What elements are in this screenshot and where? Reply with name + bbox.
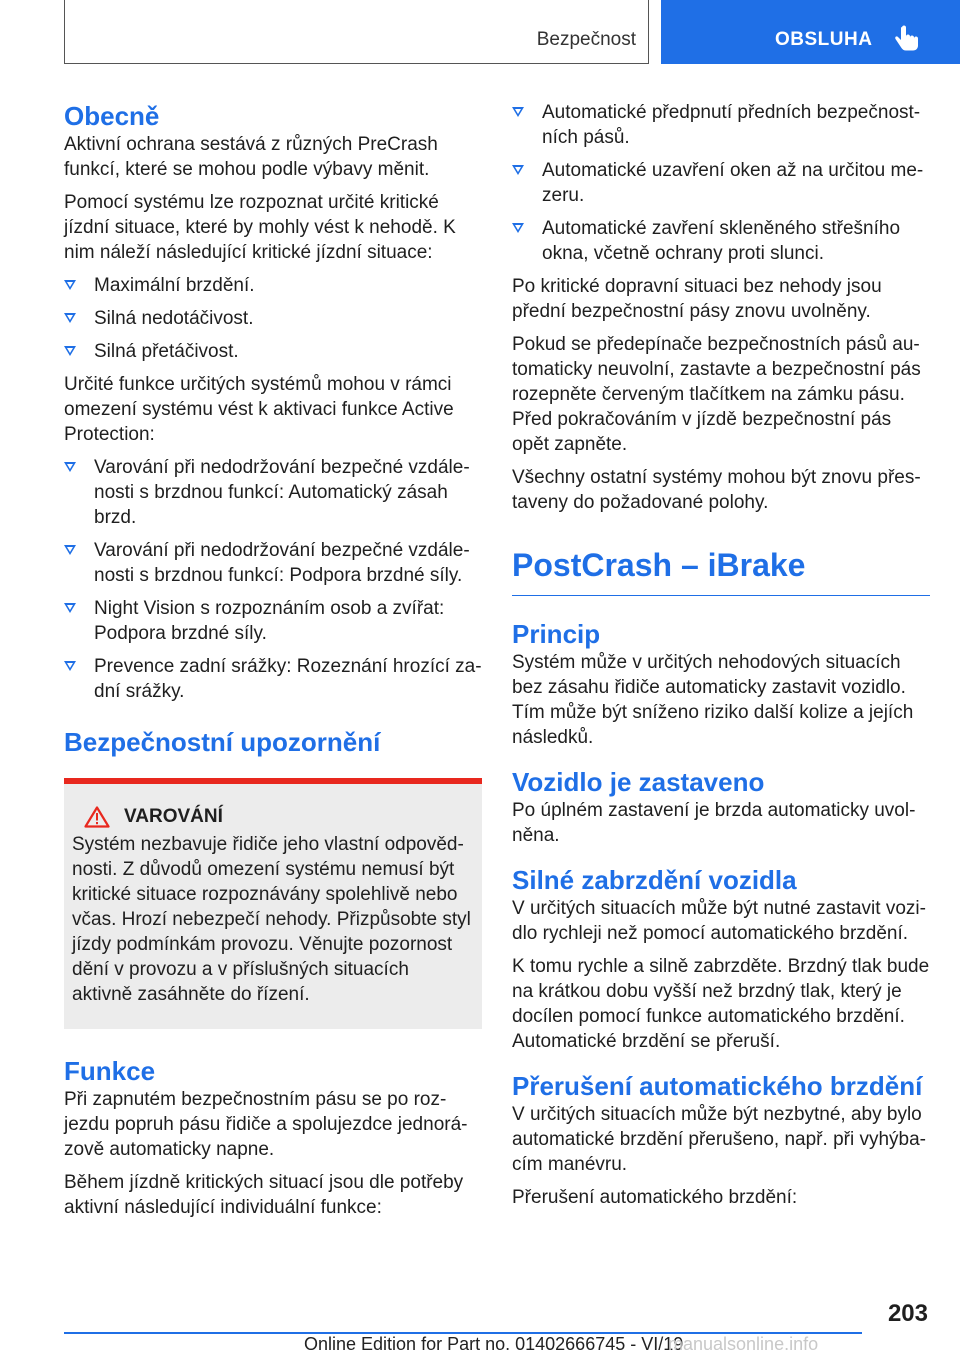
warning-title-row (72, 806, 474, 828)
triangle-bullet-icon (512, 107, 524, 117)
paragraph: Po kritické dopravní situaci bez nehody jsou přední bezpečnostní pásy znovu uvolněny. (512, 276, 882, 322)
triangle-bullet-icon (512, 223, 524, 233)
heading-obecne: Obecně (64, 101, 160, 131)
paragraph: K tomu rychle a silně zabrzděte. Brzdný tlak bude na krátkou dobu vyšší než brzdný tlak, který je docílen pomocí funkce automatického brzdění. Automatické brzdění se přeruší. (512, 956, 930, 1052)
hand-pointer-icon (895, 25, 921, 53)
paragraph: Pomocí systému lze rozpoznat určité kritické jízdní situace, které by mohly vést k nehodě. K nim náleží následující kritické jízdní situace: (64, 192, 456, 263)
heading-interrupt-braking: Přerušení automatického brzdění (512, 1071, 923, 1101)
list-item: Silná nedotáčivost. (64, 306, 482, 331)
watermark-text: manualsonline.info (668, 1334, 819, 1354)
page-number: 203 (887, 1300, 928, 1327)
heading-funkce: Funkce (64, 1056, 156, 1086)
list-item: Night Vision s rozpoznáním osob a zvířat: Podpora brzdné síly. (64, 596, 482, 646)
heading-princip: Princip (512, 619, 601, 649)
paragraph: Během jízdně kritických situací jsou dle potřeby aktivní následující individuální funkce: (64, 1172, 464, 1218)
paragraph: Všechny ostatní systémy mohou být znovu přes-taveny do požadované polohy. (512, 467, 921, 513)
paragraph: Aktivní ochrana sestává z různých PreCrash funkcí, které se mohou podle výbavy měnit. (64, 134, 438, 180)
paragraph: V určitých situacích může být nezbytné, aby bylo automatické brzdění přerušeno, např. při vyhýba-cím manévru. (512, 1104, 926, 1175)
triangle-bullet-icon (64, 462, 76, 472)
section-title: Bezpečnost (536, 29, 636, 50)
triangle-bullet-icon (64, 545, 76, 555)
paragraph: Systém může v určitých nehodových situacích bez zásahu řidiče automaticky zastavit vozidlo. Tím může být sníženo riziko další kolize a jejích následků. (512, 652, 914, 748)
paragraph: Při zapnutém bezpečnostním pásu se po roz-jezdu popruh pásu řidiče a spolujezdce jednorá-zově automaticky napne. (64, 1089, 468, 1160)
triangle-bullet-icon (64, 346, 76, 356)
list-item: Varování při nedodržování bezpečné vzdále-nosti s brzdnou funkcí: Automatický zásah brzd. (64, 455, 482, 530)
list-item: Varování při nedodržování bezpečné vzdále-nosti s brzdnou funkcí: Podpora brzdné síly. (64, 538, 482, 588)
header-section-box (64, 0, 649, 64)
heading-postcrash-ibrake: PostCrash – iBrake (512, 545, 930, 596)
right-column (512, 100, 930, 1218)
triangle-bullet-icon (64, 313, 76, 323)
triangle-bullet-icon (64, 280, 76, 290)
paragraph: Přerušení automatického brzdění: (512, 1187, 798, 1208)
heading-hard-braking: Silné zabrzdění vozidla (512, 865, 797, 895)
warning-triangle-icon (84, 806, 110, 828)
paragraph: Pokud se předepínače bezpečnostních pásů au-tomaticky neuvolní, zastavte a bezpečnostní pás rozepněte červeným tlačítkem na zámku pásu. Před pokračováním v jízdě bezpečnostní pás opět zapněte. (512, 334, 921, 455)
bullet-list (512, 100, 930, 266)
bullet-list (64, 455, 482, 704)
edition-text: Online Edition for Part no. 01402666745 - VI/19 (304, 1334, 684, 1354)
paragraph: Určité funkce určitých systémů mohou v rámci omezení systému vést k aktivaci funkce Active Protection: (64, 374, 454, 445)
left-column (64, 100, 482, 1228)
bullet-list (64, 273, 482, 364)
list-item: Silná přetáčivost. (64, 339, 482, 364)
paragraph: V určitých situacích může být nutné zastavit vozi-dlo rychleji než pomocí automatického brzdění. (512, 898, 926, 944)
list-item: Automatické uzavření oken až na určitou me-zeru. (512, 158, 930, 208)
warning-box (64, 778, 482, 1029)
list-item: Maximální brzdění. (64, 273, 482, 298)
triangle-bullet-icon (512, 165, 524, 175)
list-item: Automatické předpnutí předních bezpečnost-ních pásů. (512, 100, 930, 150)
header-chapter-tab (661, 0, 960, 64)
list-item: Automatické zavření skleněného střešního okna, včetně ochrany proti slunci. (512, 216, 930, 266)
warning-text: Systém nezbavuje řidiče jeho vlastní odpověd-nosti. Z důvodů omezení systému nemusí být kritické situace rozpoznávány spolehlivě nebo včas. Hrozí nebezpečí nehody. Přizpůsobte styl jízdy podmínkám provozu. Věnujte pozornost dění v provozu a v příslušných situacích aktivně zasáhněte do řízení. (72, 834, 471, 1005)
warning-title: VAROVÁNÍ (124, 806, 223, 827)
triangle-bullet-icon (64, 661, 76, 671)
chapter-title: OBSLUHA (775, 29, 873, 50)
list-item: Prevence zadní srážky: Rozeznání hrozící za-dní srážky. (64, 654, 482, 704)
triangle-bullet-icon (64, 603, 76, 613)
heading-vehicle-stopped: Vozidlo je zastaveno (512, 767, 765, 797)
paragraph: Po úplném zastavení je brzda automaticky uvol-něna. (512, 800, 916, 846)
heading-safety-notes: Bezpečnostní upozornění (64, 727, 381, 757)
